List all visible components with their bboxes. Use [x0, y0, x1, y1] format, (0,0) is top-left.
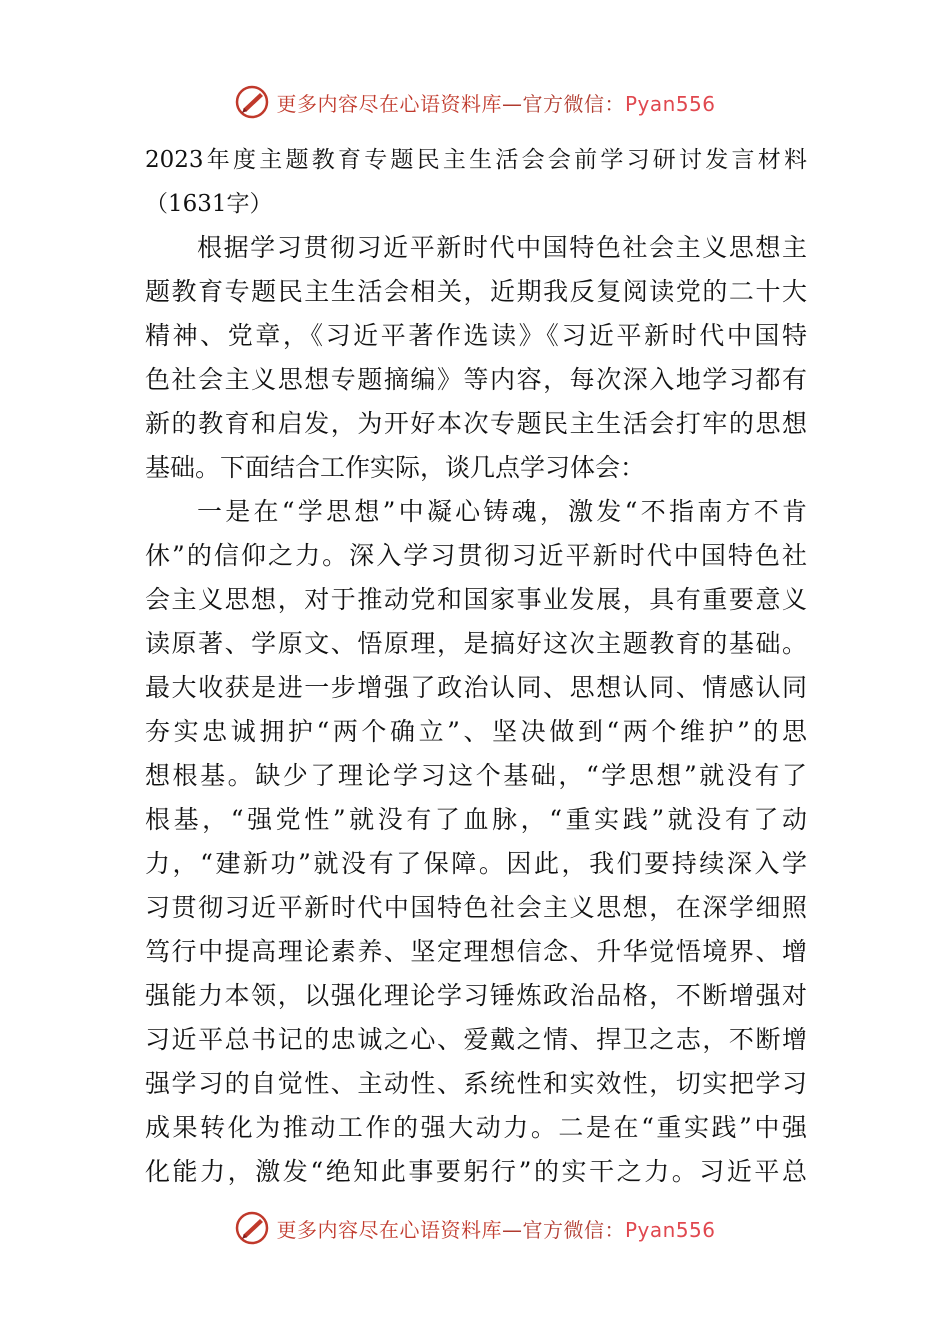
- text-line: 化能力，激发“绝知此事要躬行”的实干之力。习近平总: [145, 1157, 807, 1186]
- text-line: 根基，“强党性”就没有了血脉，“重实践”就没有了动: [145, 805, 807, 834]
- text-line: 习贯彻习近平新时代中国特色社会主义思想，在深学细照: [145, 893, 807, 922]
- text-line: 想根基。缺少了理论学习这个基础，“学思想”就没有了: [145, 761, 807, 790]
- text-line: 夯实忠诚拥护“两个确立”、坚决做到“两个维护”的思: [145, 717, 807, 746]
- text-line: 强学习的自觉性、主动性、系统性和实效性，切实把学习: [145, 1069, 807, 1098]
- text-line: 笃行中提高理论素养、坚定理想信念、升华觉悟境界、增: [145, 937, 807, 966]
- text-line: 会主义思想，对于推动党和国家事业发展，具有重要意义: [145, 585, 807, 614]
- text-line: 强能力本领，以强化理论学习锤炼政治品格，不断增强对: [145, 981, 807, 1010]
- text-line: 成果转化为推动工作的强大动力。二是在“重实践”中强: [145, 1113, 807, 1142]
- pen-logo-icon: [234, 84, 270, 120]
- pen-logo-icon: [234, 1210, 270, 1246]
- document-body: [145, 138, 807, 1194]
- watermark-header: [0, 82, 950, 122]
- document-subtitle-wordcount: （1631字）: [145, 191, 273, 217]
- text-line: 最大收获是进一步增强了政治认同、思想认同、情感认同: [145, 673, 807, 702]
- text-line: 休”的信仰之力。深入学习贯彻习近平新时代中国特色社: [145, 541, 807, 570]
- text-line: 力，“建新功”就没有了保障。因此，我们要持续深入学: [145, 849, 807, 878]
- text-line: 一是在“学思想”中凝心铸魂，激发“不指南方不肯: [197, 497, 807, 526]
- watermark-text: 更多内容尽在心语资料库—官方微信：Pyan556: [276, 91, 716, 116]
- watermark-footer: [0, 1208, 950, 1248]
- text-line: 新的教育和启发，为开好本次专题民主生活会打牢的思想: [145, 409, 807, 438]
- text-line: 习近平总书记的忠诚之心、爱戴之情、捍卫之志，不断增: [145, 1025, 807, 1054]
- text-line: 基础。下面结合工作实际，谈几点学习体会：: [145, 453, 646, 482]
- text-line: 题教育专题民主生活会相关，近期我反复阅读党的二十大: [145, 277, 807, 306]
- watermark-text: 更多内容尽在心语资料库—官方微信：Pyan556: [276, 1217, 716, 1242]
- text-line: 色社会主义思想专题摘编》等内容，每次深入地学习都有: [145, 365, 807, 394]
- document-paragraphs: [145, 226, 807, 1194]
- text-line: 精神、党章，《习近平著作选读》《习近平新时代中国特: [145, 321, 807, 350]
- document-title: 2023年度主题教育专题民主生活会会前学习研讨发言材料: [145, 147, 807, 173]
- text-line: 根据学习贯彻习近平新时代中国特色社会主义思想主: [197, 233, 807, 262]
- text-line: 读原著、学原文、悟原理，是搞好这次主题教育的基础。: [145, 629, 807, 658]
